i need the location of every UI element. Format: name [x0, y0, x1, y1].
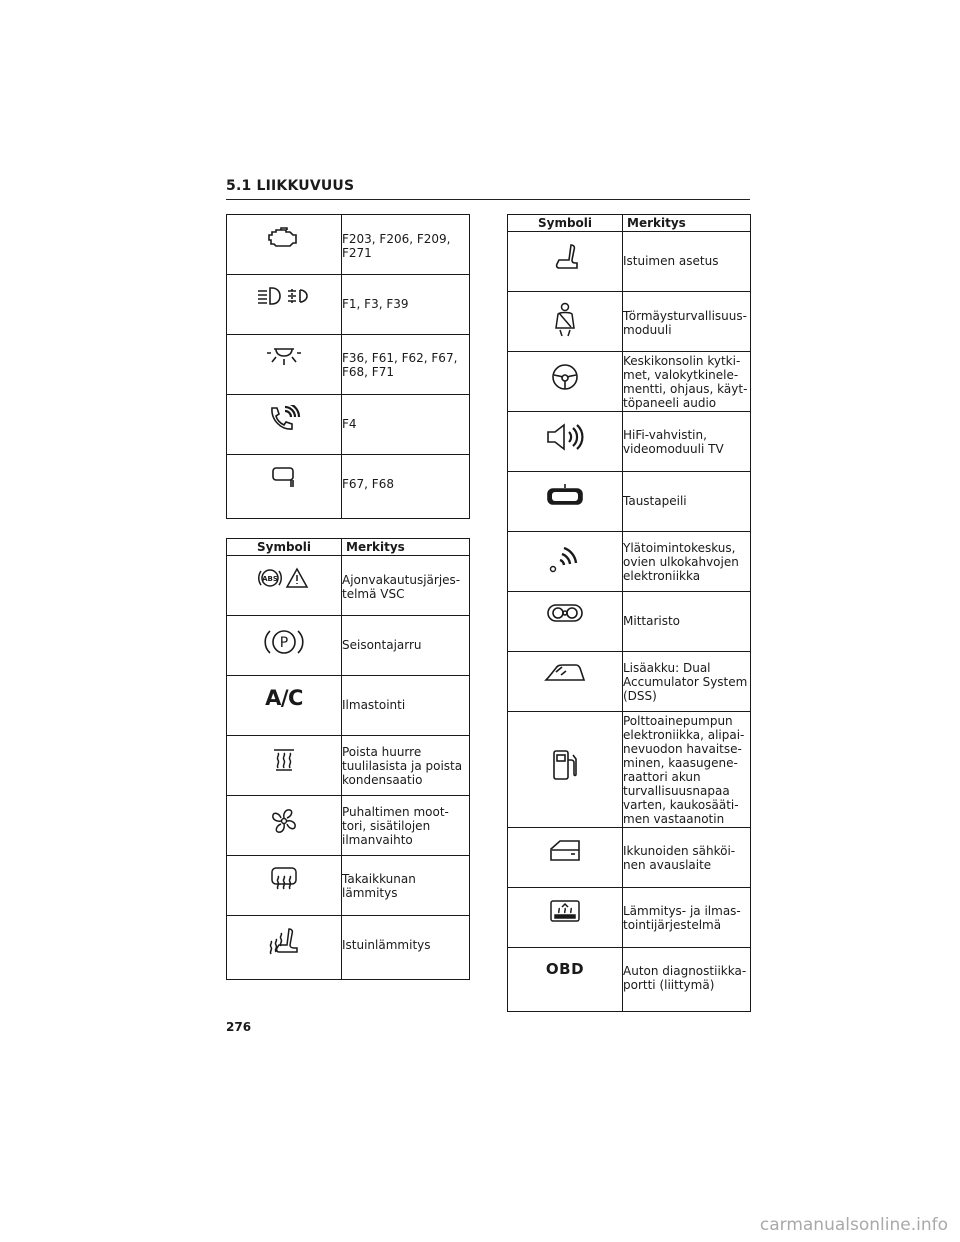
- headlight-foglight-icon: [256, 285, 312, 307]
- table-row: [508, 232, 751, 292]
- windshield-defrost-icon: [272, 746, 296, 772]
- steering-wheel-icon: [550, 362, 580, 392]
- instrument-cluster-icon: [546, 602, 584, 624]
- car-silhouette-icon: [544, 662, 586, 684]
- row-text: Istuinlämmitys: [342, 938, 431, 952]
- table-row: [508, 948, 751, 1012]
- wireless-signal-icon: [548, 542, 582, 574]
- table-row: [508, 652, 751, 712]
- svg-text:ABS: ABS: [262, 575, 278, 583]
- page-header: [226, 178, 750, 202]
- column-header-meaning: Merkitys: [623, 215, 751, 232]
- table-row: [227, 556, 470, 616]
- table-row: [508, 352, 751, 412]
- row-text: F4: [342, 417, 357, 431]
- parking-brake-icon: [264, 626, 304, 658]
- table-row: [227, 335, 470, 395]
- symbol-table: [507, 214, 751, 1012]
- row-text: Keskikonsolin kytki- met, valokytkinele- mentti, ohjaus, käyt- töpaneeli audio: [623, 354, 748, 410]
- fan-icon: [269, 806, 299, 836]
- table-row: [227, 676, 470, 736]
- row-text: Lämmitys- ja ilmas- tointijärjestelmä: [623, 904, 741, 932]
- row-text: Ilmastointi: [342, 698, 406, 712]
- svg-text:P: P: [279, 635, 289, 651]
- row-text: F1, F3, F39: [342, 297, 409, 311]
- row-text: Polttoainepumpun elektroniikka, alipai- nevuodon havaitse- minen, kaasugene- raattori akun turvallisuusnapaa varten, kaukosääti- men vastaanotin: [623, 714, 745, 826]
- power-window-icon: [547, 838, 583, 864]
- obd-icon: OBD: [545, 960, 585, 978]
- column-header-symbol: Symboli: [508, 215, 623, 232]
- table-row: [227, 455, 470, 519]
- table-row: [508, 412, 751, 472]
- table-row: [508, 828, 751, 888]
- row-text: Taustapeili: [623, 494, 687, 508]
- row-text: Ylätoimintokeskus, ovien ulkokahvojen elektroniikka: [623, 541, 739, 583]
- row-text: F67, F68: [342, 477, 394, 491]
- seat-heater-icon: [267, 926, 301, 958]
- rear-defrost-icon: [269, 866, 299, 892]
- fuel-pump-icon: [550, 748, 580, 782]
- table-row: [508, 292, 751, 352]
- row-text: Takaikkunan lämmitys: [342, 872, 416, 900]
- row-text: Ajonvakautusjärjes- telmä VSC: [342, 573, 461, 601]
- table-row: [508, 472, 751, 532]
- row-text: Istuimen asetus: [623, 254, 719, 268]
- table-row: [508, 888, 751, 948]
- row-text: Lisäakku: Dual Accumulator System (DSS): [623, 661, 748, 703]
- table-row: [227, 215, 470, 275]
- table-row: [227, 916, 470, 980]
- row-text: Puhaltimen moot- tori, sisätilojen ilmanvaihto: [342, 805, 449, 847]
- table-header-row: [227, 539, 470, 556]
- page-number: 276: [226, 1020, 252, 1034]
- climate-control-icon: [549, 898, 581, 924]
- engine-warning-icon: [266, 225, 302, 249]
- fuse-table: [226, 214, 470, 519]
- table-header-row: [508, 215, 751, 232]
- ac-icon: A/C: [265, 686, 303, 710]
- section-title: 5.1 LIIKKUVUUS: [226, 178, 355, 194]
- row-text: Ikkunoiden sähköi- nen avauslaite: [623, 844, 736, 872]
- rearview-mirror-icon: [545, 482, 585, 508]
- speaker-icon: [545, 422, 585, 452]
- table-row: [227, 796, 470, 856]
- table-row: [227, 736, 470, 796]
- table-row: [227, 275, 470, 335]
- row-text: Auton diagnostiikka- portti (liittymä): [623, 964, 747, 992]
- symbol-table: [226, 538, 470, 980]
- row-text: F203, F206, F209, F271: [342, 232, 451, 260]
- row-text: HiFi-vahvistin, videomoduuli TV: [623, 428, 724, 456]
- column-header-meaning: Merkitys: [342, 539, 470, 556]
- mirror-icon: [269, 465, 299, 489]
- row-text: F36, F61, F62, F67, F68, F71: [342, 351, 458, 379]
- table-row: [227, 616, 470, 676]
- watermark: carmanualsonline.info: [759, 1215, 948, 1235]
- interior-light-icon: [266, 345, 302, 367]
- row-text: Törmäysturvallisuus- moduuli: [623, 309, 747, 337]
- table-row: [508, 592, 751, 652]
- table-row: [227, 395, 470, 455]
- row-text: Mittaristo: [623, 614, 681, 628]
- header-divider: [226, 199, 750, 200]
- abs-vsc-icon: [257, 566, 311, 590]
- seatbelt-icon: [552, 302, 578, 338]
- table-row: [508, 712, 751, 828]
- table-row: [508, 532, 751, 592]
- phone-icon: [267, 405, 301, 437]
- column-header-symbol: Symboli: [227, 539, 342, 556]
- table-row: [227, 856, 470, 916]
- row-text: Seisontajarru: [342, 638, 422, 652]
- row-text: Poista huurre tuulilasista ja poista kondensaatio: [342, 745, 463, 787]
- seat-icon: [550, 242, 580, 272]
